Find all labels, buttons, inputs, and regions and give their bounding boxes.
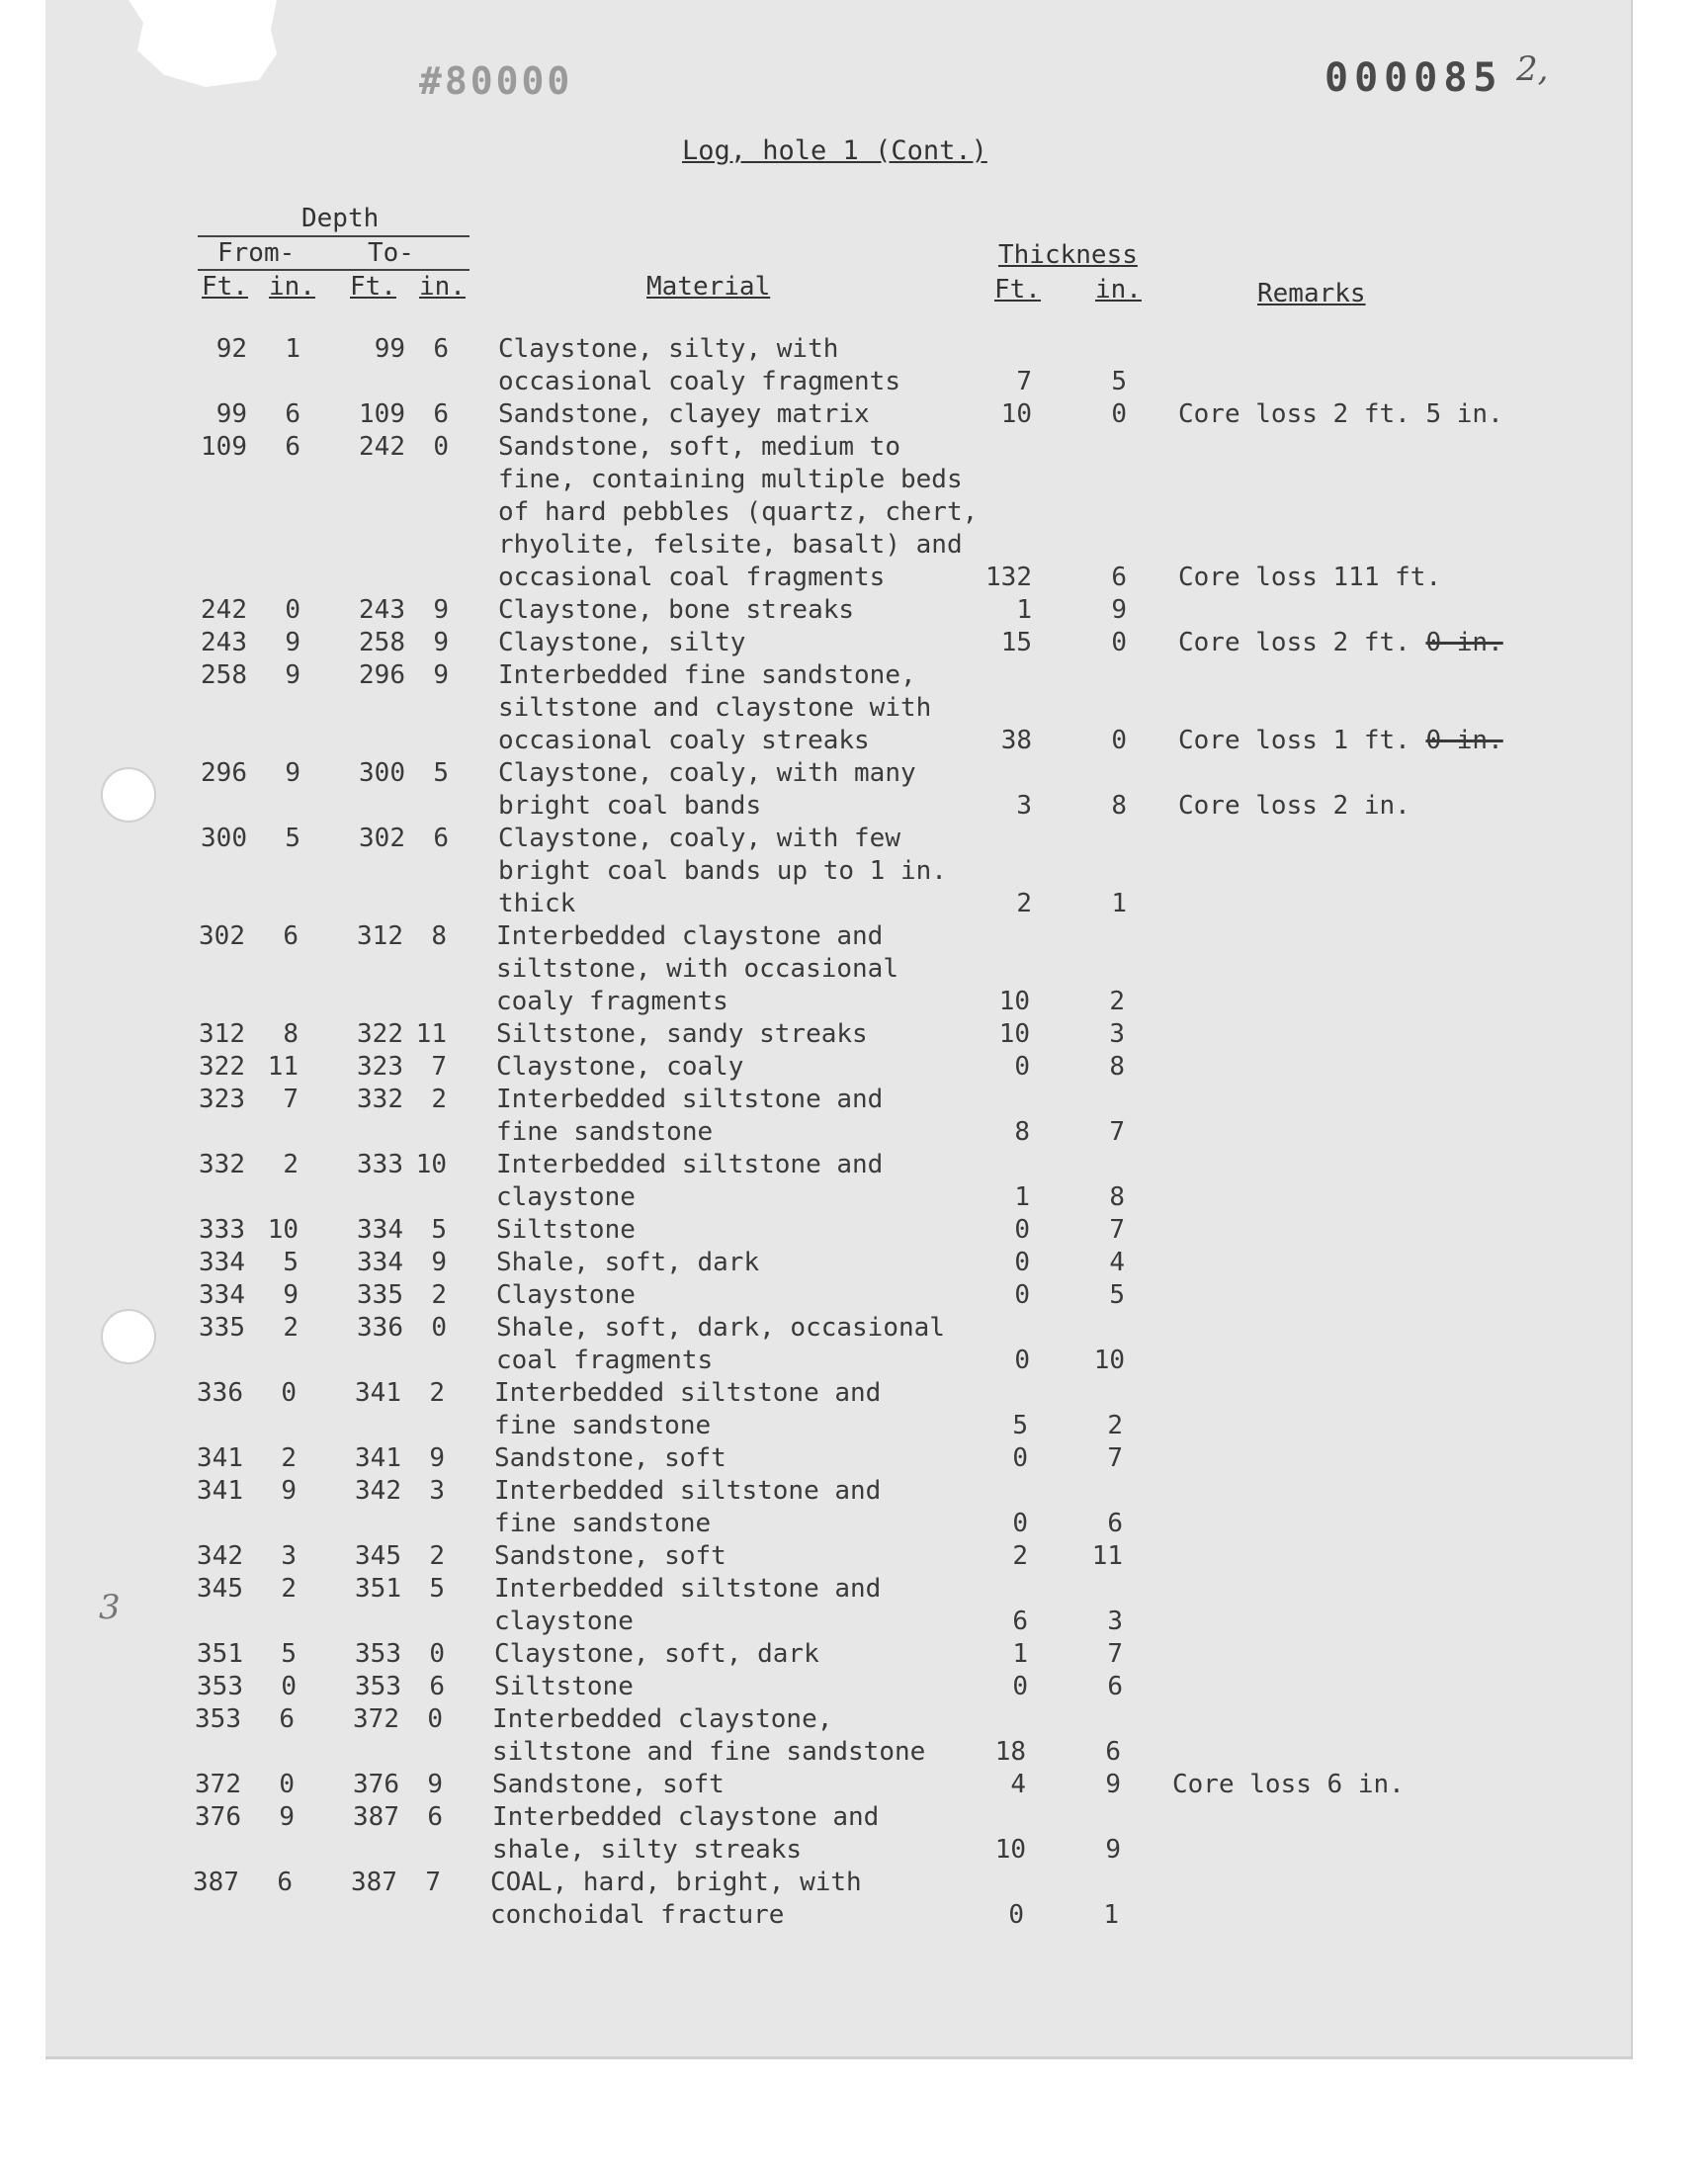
to-in-cell: 9: [429, 1443, 445, 1473]
from-ft-cell: 341: [197, 1476, 243, 1506]
remarks-cell: [1178, 627, 1503, 659]
to-in-cell: 0: [427, 1704, 443, 1734]
to-ft-cell: 322: [357, 1019, 403, 1049]
to-in-cell: 2: [429, 1541, 445, 1571]
thickness-in-cell: 2: [1109, 987, 1125, 1016]
thickness-ft-cell: 0: [1014, 1346, 1030, 1375]
thickness-ft-cell: 10: [998, 1019, 1030, 1049]
header-depth-rule: [198, 235, 470, 237]
from-ft-cell: 353: [197, 1672, 243, 1701]
from-ft-cell: 242: [201, 595, 247, 625]
thickness-ft-cell: 0: [1014, 1280, 1030, 1310]
thickness-ft-cell: 1: [1012, 1639, 1028, 1669]
from-ft-cell: 92: [215, 334, 247, 364]
from-in-cell: 6: [285, 432, 300, 462]
remarks-text: Core loss 2 ft.: [1178, 628, 1410, 657]
material-cell: Interbedded siltstone and fine sandstone: [496, 1085, 884, 1147]
from-in-cell: 3: [281, 1541, 297, 1571]
thickness-ft-cell: 1: [1014, 1182, 1030, 1212]
from-ft-cell: 300: [201, 824, 247, 853]
from-ft-cell: 345: [197, 1574, 243, 1604]
thickness-in-cell: 0: [1111, 726, 1127, 755]
to-ft-cell: 335: [357, 1280, 403, 1310]
to-in-cell: 5: [431, 1215, 447, 1245]
to-ft-cell: 345: [355, 1541, 401, 1571]
thickness-ft-cell: 18: [994, 1737, 1026, 1767]
to-in-cell: 6: [429, 1672, 445, 1701]
header-to-ft: Ft.: [350, 272, 396, 302]
material-cell: Interbedded claystone and siltstone, with occasional coaly fragments: [496, 921, 898, 1016]
remarks-text: Core loss 6 in.: [1172, 1770, 1405, 1799]
remarks-struck-text: 0 in.: [1425, 726, 1503, 755]
from-in-cell: 2: [281, 1574, 297, 1604]
thickness-in-cell: 11: [1091, 1541, 1123, 1571]
thickness-ft-cell: 6: [1012, 1607, 1028, 1636]
from-ft-cell: 243: [201, 628, 247, 657]
to-in-cell: 7: [425, 1868, 441, 1897]
to-ft-cell: 341: [355, 1378, 401, 1408]
remarks-cell: [1178, 790, 1410, 823]
thickness-ft-cell: 15: [1000, 628, 1032, 657]
thickness-in-cell: 6: [1107, 1509, 1123, 1538]
thickness-ft-cell: 10: [1000, 399, 1032, 429]
thickness-ft-cell: 2: [1016, 889, 1032, 918]
header-thickness: Thickness: [998, 240, 1138, 270]
material-cell: COAL, hard, bright, with conchoidal fracture: [490, 1868, 862, 1930]
thickness-in-cell: 0: [1111, 399, 1127, 429]
thickness-ft-cell: 3: [1016, 791, 1032, 821]
from-ft-cell: 109: [201, 432, 247, 462]
from-ft-cell: 376: [195, 1802, 241, 1832]
from-ft-cell: 323: [199, 1085, 245, 1114]
to-in-cell: 3: [429, 1476, 445, 1506]
remarks-cell: [1172, 1769, 1405, 1801]
to-ft-cell: 353: [355, 1639, 401, 1669]
from-ft-cell: 302: [199, 921, 245, 951]
from-in-cell: 5: [283, 1248, 299, 1277]
material-cell: Claystone, coaly, with many bright coal bands: [498, 758, 916, 821]
material-cell: Sandstone, soft: [494, 1443, 726, 1473]
to-in-cell: 9: [431, 1248, 447, 1277]
to-in-cell: 6: [433, 334, 449, 364]
to-ft-cell: 99: [374, 334, 405, 364]
from-in-cell: 2: [283, 1313, 299, 1343]
from-ft-cell: 333: [199, 1215, 245, 1245]
from-in-cell: 9: [279, 1802, 295, 1832]
to-ft-cell: 333: [357, 1150, 403, 1179]
header-from-in: in.: [269, 272, 315, 302]
remarks-text: Core loss 2 in.: [1178, 791, 1410, 821]
to-in-cell: 9: [433, 628, 449, 657]
from-in-cell: 9: [281, 1476, 297, 1506]
to-in-cell: 5: [433, 758, 449, 788]
from-in-cell: 2: [283, 1150, 299, 1179]
to-in-cell: 0: [431, 1313, 447, 1343]
from-ft-cell: 372: [195, 1770, 241, 1799]
header-to: To-: [368, 238, 414, 268]
to-in-cell: 9: [433, 595, 449, 625]
from-ft-cell: 296: [201, 758, 247, 788]
from-in-cell: 5: [285, 824, 300, 853]
to-in-cell: 8: [431, 921, 447, 951]
thickness-ft-cell: 0: [1014, 1052, 1030, 1082]
thickness-in-cell: 9: [1105, 1835, 1121, 1865]
from-ft-cell: 353: [195, 1704, 241, 1734]
header-from: From-: [217, 238, 296, 268]
from-ft-cell: 341: [197, 1443, 243, 1473]
thickness-in-cell: 0: [1111, 628, 1127, 657]
thickness-in-cell: 1: [1103, 1900, 1119, 1930]
to-ft-cell: 258: [359, 628, 405, 657]
thickness-ft-cell: 132: [985, 563, 1032, 592]
material-cell: Siltstone, sandy streaks: [496, 1019, 868, 1049]
from-ft-cell: 334: [199, 1248, 245, 1277]
material-cell: Sandstone, soft: [494, 1541, 726, 1571]
material-cell: Claystone, coaly: [496, 1052, 744, 1082]
doc-number-stamp-right: 000085: [1324, 55, 1503, 101]
thickness-ft-cell: 2: [1012, 1541, 1028, 1571]
remarks-cell: [1178, 398, 1503, 431]
material-cell: Claystone, bone streaks: [498, 595, 855, 625]
remarks-cell: [1178, 562, 1441, 594]
thickness-in-cell: 5: [1109, 1280, 1125, 1310]
to-in-cell: 5: [429, 1574, 445, 1604]
material-cell: Interbedded claystone and shale, silty streaks: [492, 1802, 880, 1865]
to-in-cell: 6: [427, 1802, 443, 1832]
to-in-cell: 0: [429, 1639, 445, 1669]
to-in-cell: 6: [433, 824, 449, 853]
material-cell: Shale, soft, dark: [496, 1248, 760, 1277]
header-from-ft: Ft.: [202, 272, 248, 302]
thickness-ft-cell: 1: [1016, 595, 1032, 625]
material-cell: Interbedded claystone, siltstone and fine sandstone: [492, 1704, 926, 1767]
thickness-ft-cell: 0: [1008, 1900, 1024, 1930]
from-in-cell: 10: [267, 1215, 299, 1245]
to-ft-cell: 342: [355, 1476, 401, 1506]
to-in-cell: 2: [431, 1280, 447, 1310]
header-thickness-in: in.: [1095, 275, 1142, 304]
thickness-in-cell: 3: [1109, 1019, 1125, 1049]
to-ft-cell: 242: [359, 432, 405, 462]
remarks-cell: [1178, 725, 1503, 757]
from-ft-cell: 99: [215, 399, 247, 429]
header-remarks: Remarks: [1257, 279, 1366, 308]
from-in-cell: 6: [283, 921, 299, 951]
material-cell: Sandstone, soft: [492, 1770, 725, 1799]
header-thickness-ft: Ft.: [994, 275, 1041, 304]
material-cell: Interbedded siltstone and fine sandstone: [494, 1378, 882, 1440]
material-cell: Shale, soft, dark, occasional coal fragments: [496, 1313, 945, 1375]
to-in-cell: 11: [415, 1019, 447, 1049]
to-ft-cell: 334: [357, 1215, 403, 1245]
from-ft-cell: 312: [199, 1019, 245, 1049]
remarks-text: Core loss 1 ft.: [1178, 726, 1410, 755]
to-in-cell: 2: [431, 1085, 447, 1114]
from-ft-cell: 336: [197, 1378, 243, 1408]
material-cell: Interbedded siltstone and fine sandstone: [494, 1476, 882, 1538]
thickness-ft-cell: 5: [1012, 1411, 1028, 1440]
header-from-to-rule: [198, 269, 470, 271]
to-ft-cell: 312: [357, 921, 403, 951]
thickness-ft-cell: 38: [1000, 726, 1032, 755]
from-in-cell: 0: [285, 595, 300, 625]
thickness-in-cell: 9: [1105, 1770, 1121, 1799]
from-ft-cell: 342: [197, 1541, 243, 1571]
thickness-in-cell: 4: [1109, 1248, 1125, 1277]
from-ft-cell: 334: [199, 1280, 245, 1310]
to-ft-cell: 243: [359, 595, 405, 625]
to-ft-cell: 351: [355, 1574, 401, 1604]
from-in-cell: 9: [285, 628, 300, 657]
to-ft-cell: 353: [355, 1672, 401, 1701]
to-ft-cell: 300: [359, 758, 405, 788]
material-cell: Siltstone: [496, 1215, 636, 1245]
thickness-in-cell: 7: [1109, 1215, 1125, 1245]
thickness-ft-cell: 8: [1014, 1117, 1030, 1147]
thickness-in-cell: 5: [1111, 367, 1127, 396]
thickness-ft-cell: 0: [1012, 1672, 1028, 1701]
header-material: Material: [646, 272, 771, 302]
to-in-cell: 0: [433, 432, 449, 462]
to-in-cell: 9: [433, 660, 449, 690]
thickness-ft-cell: 0: [1014, 1215, 1030, 1245]
material-cell: Claystone: [496, 1280, 636, 1310]
from-ft-cell: 322: [199, 1052, 245, 1082]
thickness-ft-cell: 0: [1012, 1509, 1028, 1538]
remarks-text: Core loss 2 ft. 5 in.: [1178, 399, 1503, 429]
from-in-cell: 9: [285, 758, 300, 788]
thickness-in-cell: 1: [1111, 889, 1127, 918]
from-in-cell: 0: [281, 1378, 297, 1408]
thickness-in-cell: 7: [1107, 1443, 1123, 1473]
material-cell: Sandstone, soft, medium to fine, containing multiple beds of hard pebbles (quartz, chert, rhyolite, felsite, basalt) and occasional coal fragments: [498, 432, 979, 592]
from-in-cell: 0: [279, 1770, 295, 1799]
from-in-cell: 8: [283, 1019, 299, 1049]
from-in-cell: 6: [279, 1704, 295, 1734]
material-cell: Claystone, coaly, with few bright coal bands up to 1 in. thick: [498, 824, 947, 918]
thickness-in-cell: 2: [1107, 1411, 1123, 1440]
from-in-cell: 1: [285, 334, 300, 364]
to-ft-cell: 323: [357, 1052, 403, 1082]
thickness-in-cell: 6: [1111, 563, 1127, 592]
header-to-in: in.: [419, 272, 466, 302]
material-cell: Interbedded siltstone and claystone: [494, 1574, 882, 1636]
from-in-cell: 6: [285, 399, 300, 429]
thickness-in-cell: 3: [1107, 1607, 1123, 1636]
material-cell: Claystone, soft, dark: [494, 1639, 819, 1669]
thickness-in-cell: 8: [1109, 1182, 1125, 1212]
from-in-cell: 0: [281, 1672, 297, 1701]
remarks-text: Core loss 111 ft.: [1178, 563, 1442, 592]
to-ft-cell: 387: [353, 1802, 399, 1832]
to-ft-cell: 372: [353, 1704, 399, 1734]
material-cell: Interbedded siltstone and claystone: [496, 1150, 884, 1212]
material-cell: Siltstone: [494, 1672, 634, 1701]
thickness-in-cell: 10: [1093, 1346, 1125, 1375]
from-in-cell: 5: [281, 1639, 297, 1669]
to-ft-cell: 341: [355, 1443, 401, 1473]
doc-number-handwritten-mark: 2,: [1516, 49, 1549, 89]
thickness-in-cell: 7: [1107, 1639, 1123, 1669]
thickness-in-cell: 6: [1105, 1737, 1121, 1767]
to-ft-cell: 296: [359, 660, 405, 690]
from-in-cell: 11: [267, 1052, 299, 1082]
material-cell: Claystone, silty, with occasional coaly fragments: [498, 334, 900, 396]
thickness-in-cell: 6: [1107, 1672, 1123, 1701]
from-ft-cell: 335: [199, 1313, 245, 1343]
material-cell: Sandstone, clayey matrix: [498, 399, 870, 429]
thickness-ft-cell: 10: [994, 1835, 1026, 1865]
to-ft-cell: 109: [359, 399, 405, 429]
doc-number-stamp-left: #80000: [419, 59, 573, 103]
thickness-ft-cell: 0: [1014, 1248, 1030, 1277]
to-ft-cell: 376: [353, 1770, 399, 1799]
from-ft-cell: 387: [193, 1868, 239, 1897]
thickness-ft-cell: 10: [998, 987, 1030, 1016]
to-ft-cell: 336: [357, 1313, 403, 1343]
material-cell: Claystone, silty: [498, 628, 746, 657]
from-in-cell: 9: [283, 1280, 299, 1310]
to-in-cell: 10: [415, 1150, 447, 1179]
thickness-ft-cell: 4: [1010, 1770, 1026, 1799]
to-in-cell: 6: [433, 399, 449, 429]
thickness-in-cell: 8: [1111, 791, 1127, 821]
to-ft-cell: 387: [351, 1868, 397, 1897]
to-in-cell: 9: [427, 1770, 443, 1799]
page-title: Log, hole 1 (Cont.): [682, 135, 987, 166]
to-in-cell: 7: [431, 1052, 447, 1082]
from-ft-cell: 351: [197, 1639, 243, 1669]
to-ft-cell: 332: [357, 1085, 403, 1114]
to-in-cell: 2: [429, 1378, 445, 1408]
handwritten-margin-note: 3: [99, 1588, 121, 1627]
from-ft-cell: 258: [201, 660, 247, 690]
thickness-in-cell: 8: [1109, 1052, 1125, 1082]
from-ft-cell: 332: [199, 1150, 245, 1179]
to-ft-cell: 302: [359, 824, 405, 853]
thickness-in-cell: 7: [1109, 1117, 1125, 1147]
thickness-ft-cell: 0: [1012, 1443, 1028, 1473]
from-in-cell: 9: [285, 660, 300, 690]
from-in-cell: 2: [281, 1443, 297, 1473]
thickness-ft-cell: 7: [1016, 367, 1032, 396]
from-in-cell: 6: [277, 1868, 293, 1897]
from-in-cell: 7: [283, 1085, 299, 1114]
header-depth: Depth: [301, 204, 380, 233]
material-cell: Interbedded fine sandstone, siltstone and claystone with occasional coaly streaks: [498, 660, 932, 755]
to-ft-cell: 334: [357, 1248, 403, 1277]
thickness-in-cell: 9: [1111, 595, 1127, 625]
remarks-struck-text: 0 in.: [1425, 628, 1503, 657]
